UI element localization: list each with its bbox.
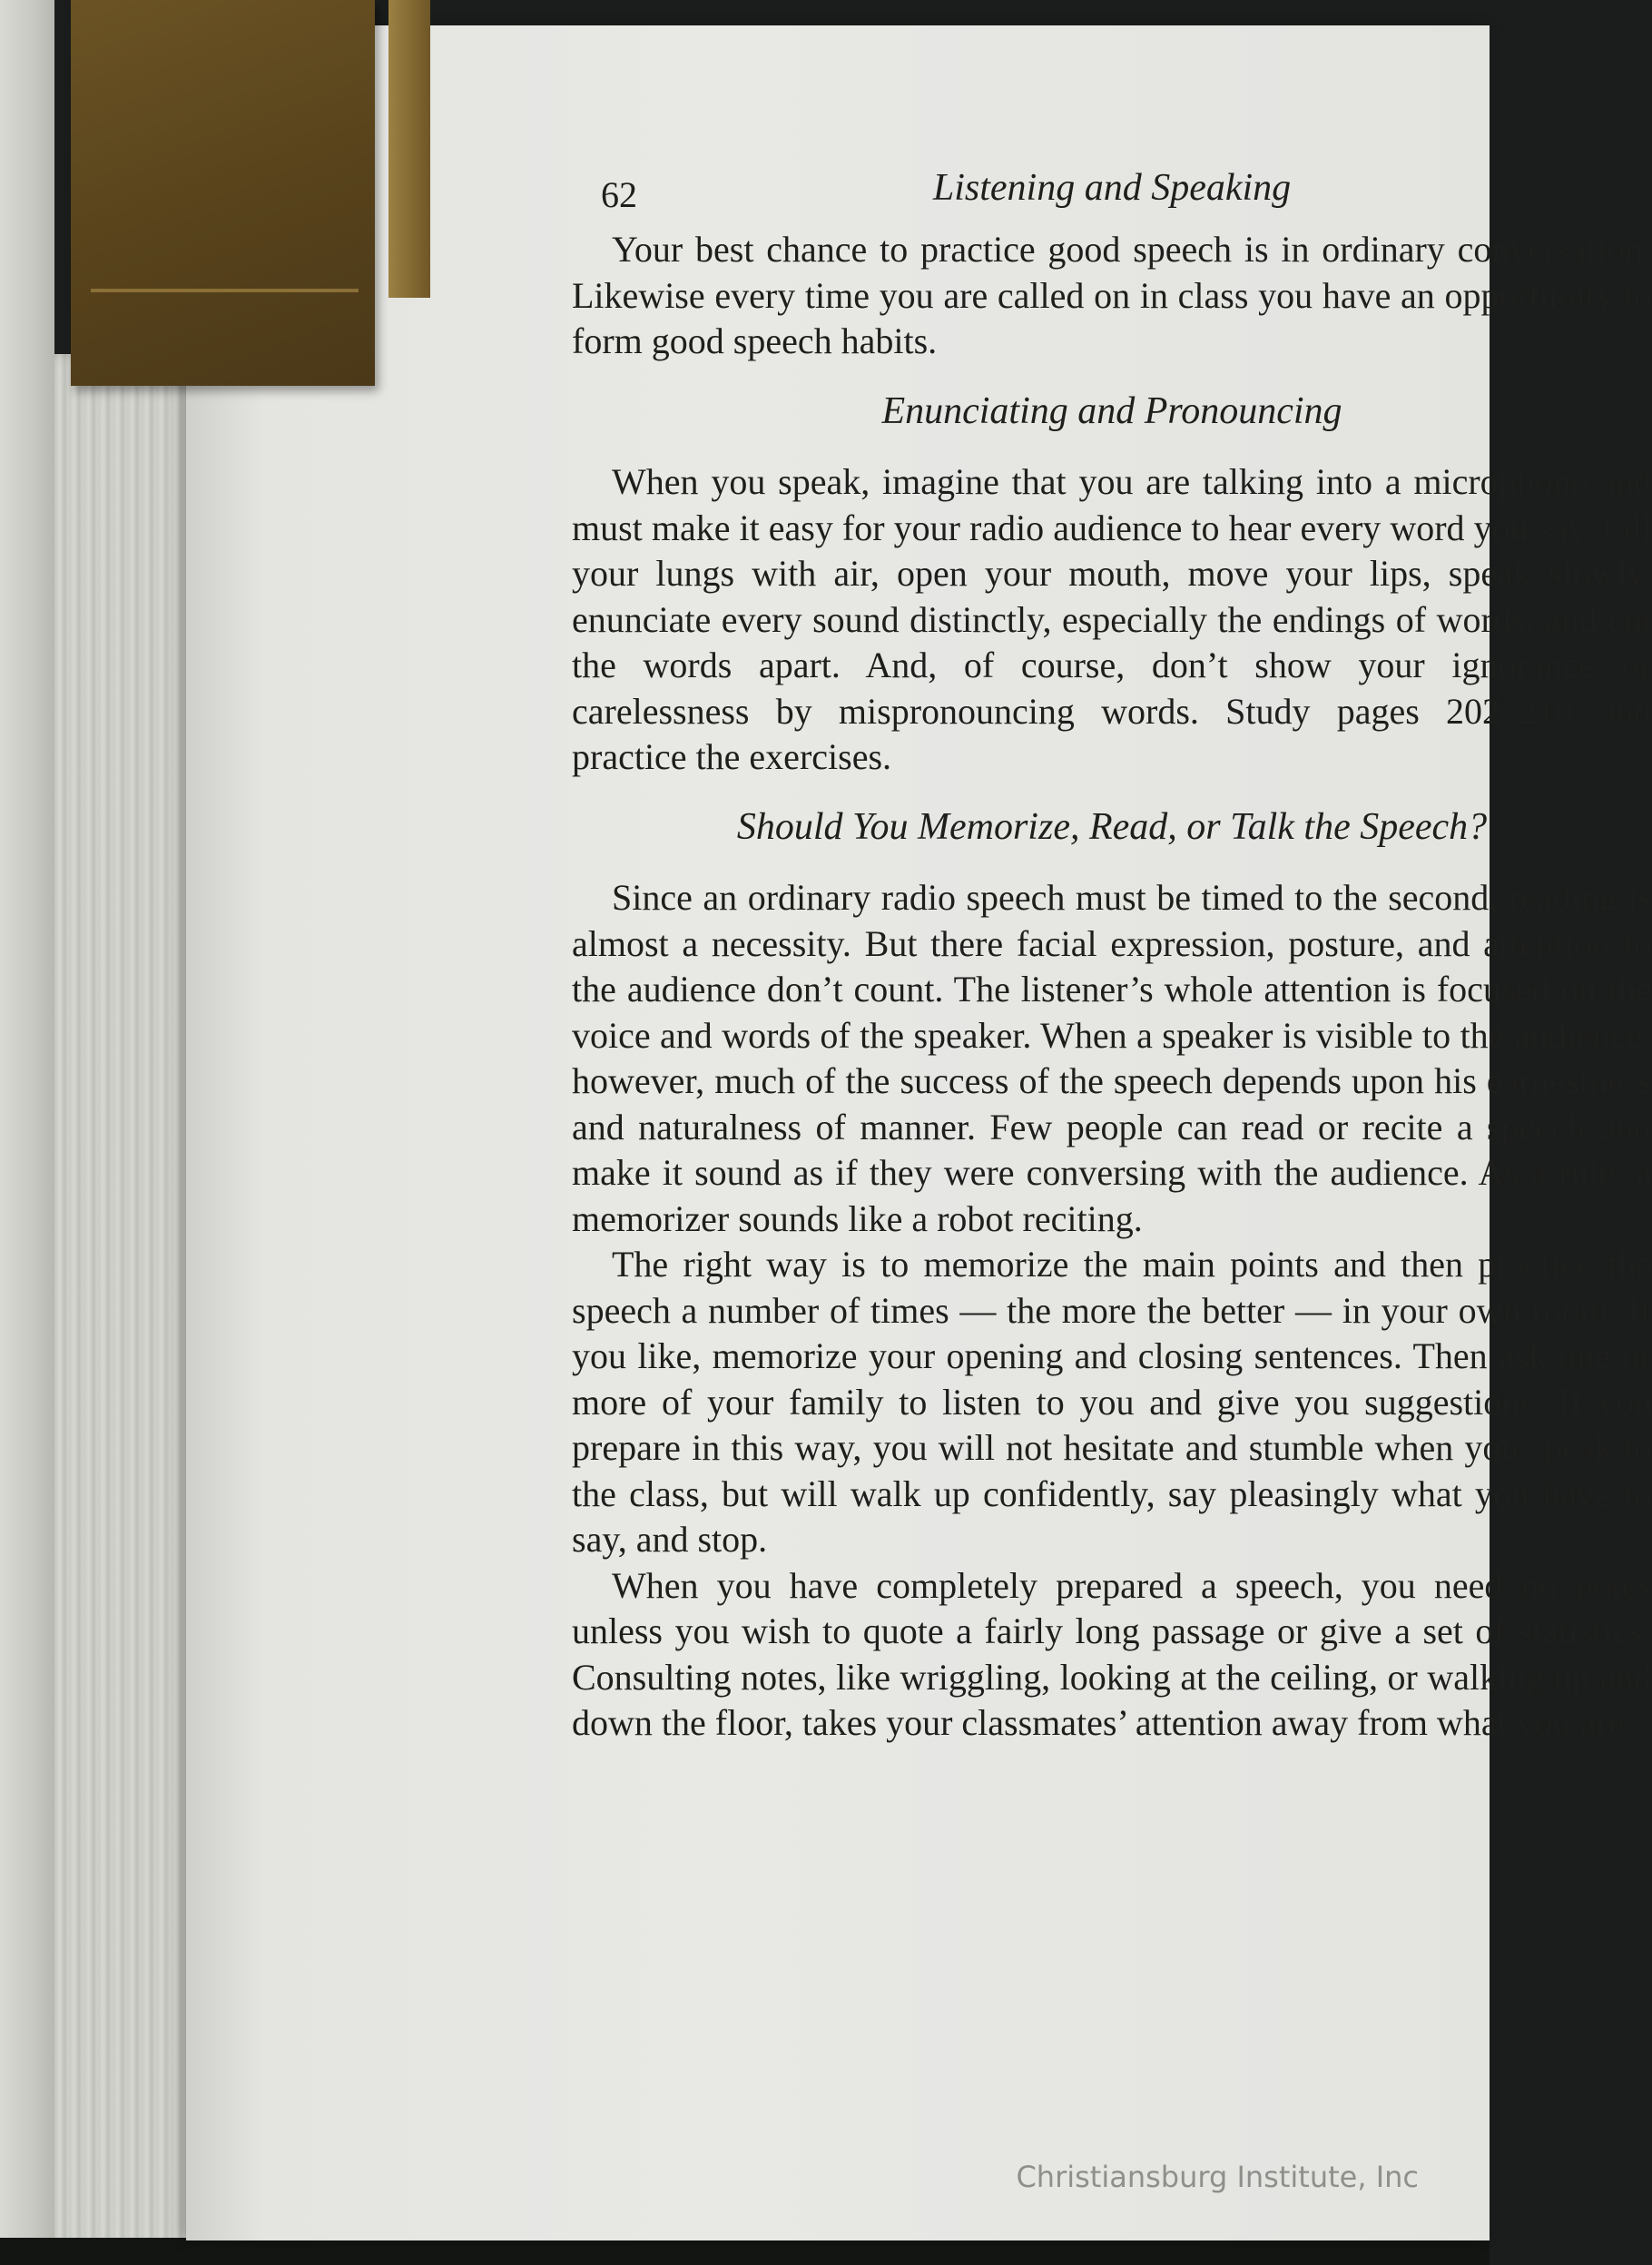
paragraph-enunciating: When you speak, imagine that you are talking into a microphone and must make it easy for your radio audience to hear every word you say. Fill your lungs with air, open your mouth, move your lips, speak slowly, enunciate every sound distinctly, especially the endings of words, and cut the words apart. And, of course, don’t show your ignorance or carelessness by mispronouncing words. Study pages 202–210 and practice the exercises.: [572, 461, 1652, 777]
book-page: [186, 25, 1652, 2240]
page-text: [572, 153, 1652, 1747]
page-edges: [54, 354, 200, 2260]
book-spine: [0, 0, 54, 2265]
paragraph-right-way: The right way is to memorize the main points and then practice the speech a number of times — the more the better — in your own room. If you like, memorize your opening and closing sentences. Then ask one or more of your family to listen to you and give you suggestions. If you prepare in this way, you will not hesitate and stumble when you speak to the class, but will walk up confidently, say pleasingly what you have to say, and stop.: [572, 1244, 1652, 1560]
paragraph-notes: When you have completely prepared a speech, you need no notes unless you wish to quote a fairly long passage or give a set of statistics. Consulting notes, like wriggling, looking at the ceiling, or walking up and down the floor, takes your classmates’ attention away from what you are: [572, 1564, 1652, 1743]
paragraph-radio-speech: Since an ordinary radio speech must be timed to the second, reading is almost a necessity. But there facial expression, posture, and attention to the audience don’t count. The listener’s whole attention is focused on the voice and words of the speaker. When a speaker is visible to the audience, however, much of the success of the speech depends upon his earnestness and naturalness of manner. Few people can read or recite a speech and make it sound as if they were conversing with the audience. As a rule, a memorizer sounds like a robot reciting.: [572, 877, 1652, 1239]
paragraph-practice: Your best chance to practice good speech is in ordinary conversation. Likewise every time you are called on in class you have an opportunity to form good speech habits.: [572, 229, 1652, 361]
bookmark-fold: [91, 289, 359, 292]
running-head: [572, 153, 1652, 227]
heading-enunciating: Enunciating and Pronouncing: [881, 389, 1342, 432]
bookmark-edge: [388, 0, 430, 298]
heading-memorize: Should You Memorize, Read, or Talk the Speech?: [736, 805, 1488, 848]
bookmark-tab: [71, 0, 375, 386]
running-title: Listening and Speaking: [932, 167, 1292, 209]
watermark: Christiansburg Institute, Inc: [1016, 2160, 1419, 2194]
book-shadow: [0, 2238, 1490, 2265]
page-number: 62: [601, 174, 637, 215]
